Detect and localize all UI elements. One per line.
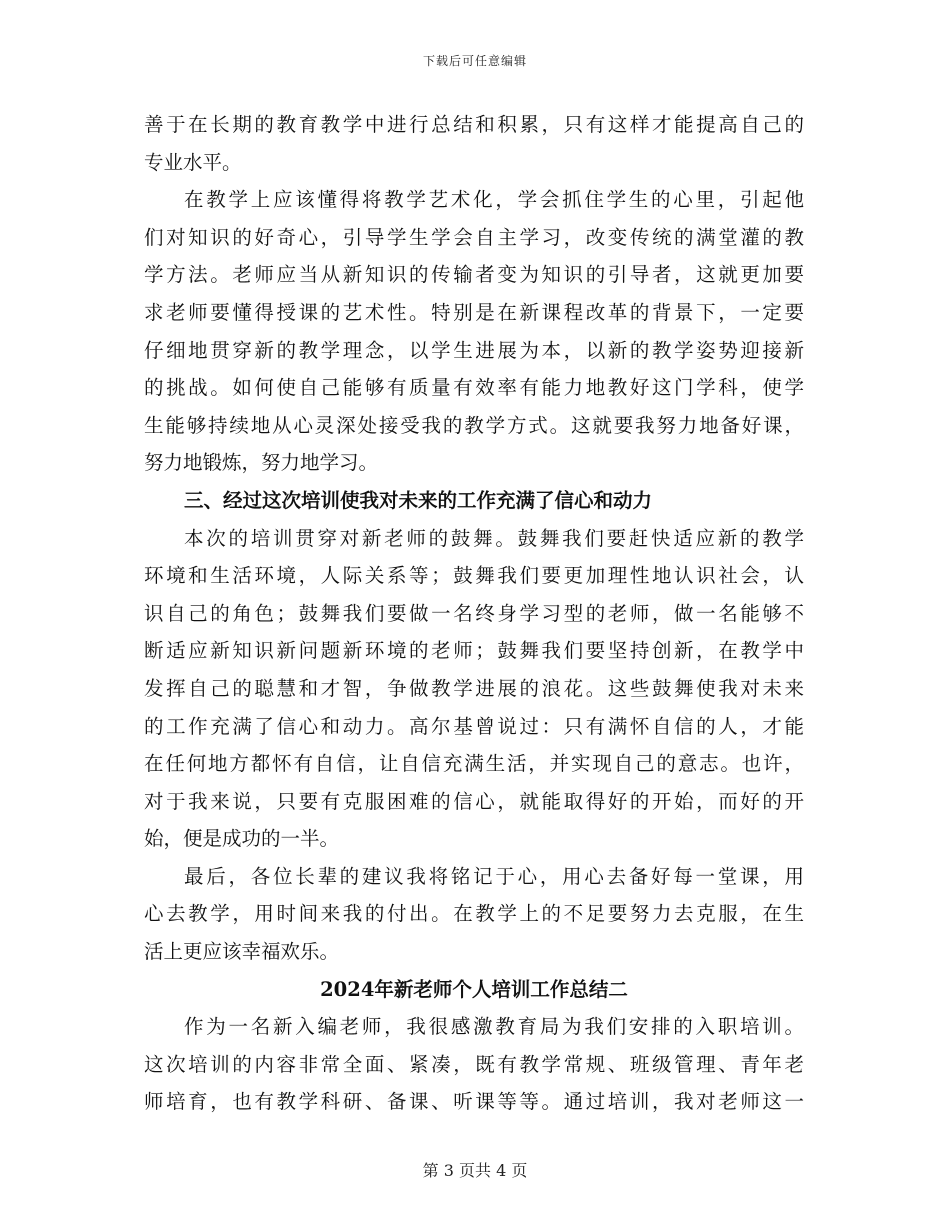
- paragraph-line: 始，便是成功的一半。: [144, 827, 340, 851]
- paragraph-line: 学方法。老师应当从新知识的传输者变为知识的引导者，这就更加要: [144, 263, 804, 287]
- paragraph-line: 本次的培训贯穿对新老师的鼓舞。鼓舞我们要赶快适应新的教学: [184, 526, 804, 550]
- paragraph-line: 善于在长期的教育教学中进行总结和积累，只有这样才能提高自己的: [144, 113, 804, 136]
- paragraph-line: 最后，各位长辈的建议我将铭记于心，用心去备好每一堂课，用: [184, 864, 804, 888]
- paragraph-line: 心去教学，用时间来我的付出。在教学上的不足要努力去克服，在生: [144, 902, 804, 926]
- paragraph-line: 努力地锻炼，努力地学习。: [144, 451, 379, 475]
- page-footer: 第 3 页共 4 页: [422, 1161, 528, 1180]
- paragraph-line: 的工作充满了信心和动力。高尔基曾说过：只有满怀自信的人，才能: [144, 714, 804, 738]
- page-header: 下载后可任意编辑: [422, 54, 527, 68]
- paragraph-line: 作为一名新入编老师，我很感激教育局为我们安排的入职培训。: [184, 1015, 804, 1039]
- section-title: 2024年新老师个人培训工作总结二: [320, 977, 628, 1001]
- paragraph-line: 活上更应该幸福欢乐。: [144, 940, 340, 964]
- paragraph-line: 仔细地贯穿新的教学理念，以学生进展为本，以新的教学姿势迎接新: [144, 338, 804, 362]
- document-body: [144, 106, 804, 1121]
- paragraph-line: 们对知识的好奇心，引导学生学会自主学习，改变传统的满堂灌的教: [144, 225, 804, 249]
- paragraph-line: 在教学上应该懂得将教学艺术化，学会抓住学生的心里，引起他: [184, 188, 804, 212]
- paragraph-line: 师培育，也有教学科研、备课、听课等等。通过培训，我对老师这一: [144, 1090, 804, 1114]
- paragraph-line: 对于我来说，只要有克服困难的信心，就能取得好的开始，而好的开: [144, 789, 804, 813]
- paragraph-line: 断适应新知识新问题新环境的老师；鼓舞我们要坚持创新，在教学中: [144, 639, 804, 663]
- paragraph-line: 识自己的角色；鼓舞我们要做一名终身学习型的老师，做一名能够不: [144, 601, 804, 625]
- paragraph-line: 在任何地方都怀有自信，让自信充满生活，并实现自己的意志。也许，: [144, 752, 804, 776]
- paragraph-line: 求老师要懂得授课的艺术性。特别是在新课程改革的背景下，一定要: [144, 300, 804, 324]
- paragraph-line: 环境和生活环境，人际关系等；鼓舞我们要更加理性地认识社会，认: [144, 564, 804, 588]
- paragraph-line: 这次培训的内容非常全面、紧凑，既有教学常规、班级管理、青年老: [144, 1052, 804, 1076]
- paragraph-line: 发挥自己的聪慧和才智，争做教学进展的浪花。这些鼓舞使我对未来: [144, 676, 804, 700]
- paragraph-line: 专业水平。: [144, 150, 242, 174]
- paragraph-line: 的挑战。如何使自己能够有质量有效率有能力地教好这门学科，使学: [144, 376, 804, 400]
- section-heading: 三、经过这次培训使我对未来的工作充满了信心和动力: [184, 488, 653, 512]
- paragraph-line: 生能够持续地从心灵深处接受我的教学方式。这就要我努力地备好课，: [144, 413, 804, 437]
